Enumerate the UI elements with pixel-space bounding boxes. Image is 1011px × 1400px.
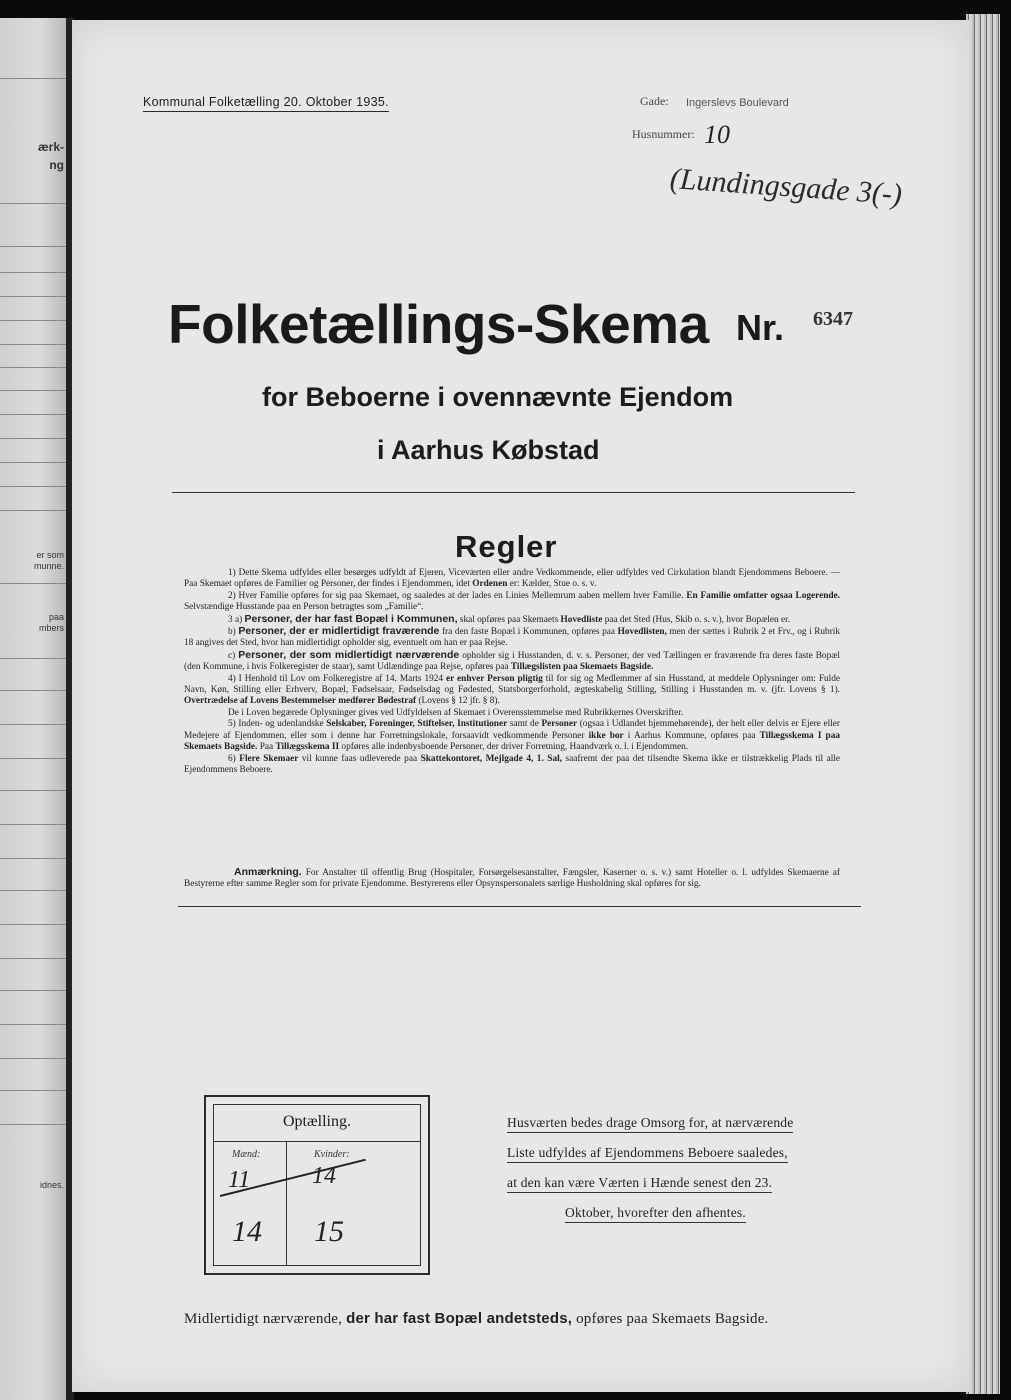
tally-divider	[214, 1141, 420, 1142]
tally-men-count: 14	[232, 1215, 262, 1248]
rule-5: 5) Inden- og udenlandske Selskaber, Foreninger, Stiftelser, Institutioner samt de Personer (ogsaa i Udlandet hjemmehørende), der helt eller delvis er Ejere eller Medejere af Ejendommen, eller som i denne har Forretningslokale, forsaavidt vedkommende Personer ikke bor i Aarhus Kommune, opføres paa Tillægsskema I paa Skemaets Bagside. Paa Tillægsskema II opføres alle indenbysboende Personer, der driver Forretning, Haandværk o. l. i Ejendommen.	[184, 719, 841, 753]
tally-women-struck: 14	[312, 1163, 336, 1189]
tally-women-count: 15	[314, 1215, 344, 1248]
rule-2: 2) Hver Familie opføres for sig paa Skemaet, og saaledes at der lades en Linies Mellemrum aaben mellem hver Familie. En Familie omfatter ogsaa Logerende. Selvstændige Husstande paa en Person betragtes som „Familie“.	[184, 590, 840, 613]
tally-box	[204, 1095, 430, 1275]
host-notice-line-2: Liste udfyldes af Ejendommens Beboere saaledes,	[507, 1145, 788, 1163]
rule-3a: 3 a) Personer, der har fast Bopæl i Kommunen, skal opføres paa Skemaets Hovedliste paa det Sted (Hus, Skib o. s. v.), hvor Bopælen er.	[228, 612, 791, 625]
subtitle-city: i Aarhus Købstad	[377, 435, 600, 465]
form-number-label: Nr.	[736, 307, 785, 348]
left-facing-page	[0, 18, 66, 1400]
street-label: Gade:	[640, 94, 669, 108]
census-form-page	[72, 20, 970, 1392]
house-number-value: 10	[704, 120, 730, 149]
host-notice-line-3: at den kan være Værten i Hænde senest den 23.	[507, 1175, 772, 1193]
rules-heading: Regler	[455, 529, 558, 564]
remark-body: For Anstalter til offentlig Brug (Hospitaler, Forsørgelsesanstalter, Fængsler, Kaserner o. s. v.) samt Hoteller o. l. udfyldes Skemaerne af Bestyrerne efter samme Regler som for private Ejendomme. Bestyrerens eller Opsynspersonalets særlige Husholdning skal opføres for sig.	[184, 868, 841, 890]
house-number-label: Husnummer:	[632, 127, 695, 141]
rule-4b: De i Loven begærede Oplysninger gives ved Udfyldelsen af Skemaet i Overensstemmelse med Rubrikkernes Overskrifter.	[228, 707, 684, 718]
page-edges	[966, 14, 1000, 1394]
left-fragment: mbers	[38, 623, 64, 633]
rule-4: 4) I Henhold til Lov om Folkeregistre af 14. Marts 1924 er enhver Person pligtig til for sig og Medlemmer af sin Husstand, at meddele Oplysninger om: Fulde Navn, Køn, Stilling eller Erhverv, Bopæl, Fødselsaar, Fødselsdag og Fødested, Statsborgerforhold, ægteskabelig Stilling, Stilling i Husstanden m. v. (jfr. Lovens § 1). Overtrædelse af Lovens Bestemmelser medfører Bødestraf (Lovens § 12 jfr. § 8).	[184, 673, 841, 707]
left-fragment: ng	[49, 158, 64, 172]
left-fragment: munne.	[33, 561, 64, 571]
rule-6: 6) Flere Skemaer vil kunne faas udleverede paa Skattekontoret, Mejlgade 4, 1. Sal, saafremt der paa det tilsendte Skema ikke er tilstrækkelig Plads til alle Ejendommens Beboere.	[184, 753, 841, 775]
tally-men-header: Mænd:	[232, 1149, 261, 1160]
left-fragment: idnes.	[39, 1180, 64, 1190]
form-title: Folketællings-Skema	[168, 293, 709, 355]
handwritten-note: (Lundingsgade 3(-)	[668, 162, 904, 212]
tally-column-divider	[286, 1141, 287, 1265]
tally-women-header: Kvinder:	[314, 1149, 350, 1160]
tally-inner-frame	[213, 1104, 421, 1266]
census-header: Kommunal Folketælling 20. Oktober 1935.	[143, 95, 389, 112]
tally-men-struck: 11	[228, 1167, 251, 1193]
tally-title: Optælling.	[282, 1113, 351, 1130]
form-number-value: 6347	[813, 308, 853, 330]
remark-heading: Anmærkning.	[234, 866, 302, 878]
left-fragment: paa	[48, 612, 64, 622]
footer-note: Midlertidigt nærværende, der har fast Bopæl andetsteds, opføres paa Skemaets Bagside.	[184, 1310, 769, 1327]
divider	[172, 492, 855, 493]
host-notice-line-1: Husværten bedes drage Omsorg for, at nærværende	[507, 1115, 793, 1133]
left-fragment: ærk-	[37, 140, 64, 154]
subtitle-residents: for Beboerne i ovennævnte Ejendom	[262, 382, 734, 412]
host-notice-line-4: Oktober, hvorefter den afhentes.	[565, 1205, 746, 1223]
rule-1: 1) Dette Skema udfyldes eller besørges udfyldt af Ejeren, Viceværten eller andre Vedkommende, eller udfyldes ved Cirkulation blandt Ejendommens Beboere. — Paa Skemaet opføres de Familier og Personer, der findes i Ejendommen, idet Ordenen er: Kælder, Stue o. s. v.	[184, 568, 840, 590]
street-value: Ingerslevs Boulevard	[686, 97, 789, 109]
left-fragment: er som	[36, 550, 64, 560]
rule-3b: b) Personer, der er midlertidigt fraværende fra den faste Bopæl i Kommunen, opføres paa Hovedlisten, men der sættes i Rubrik 2 et Frv., og i Rubrik 18 angives det Sted, hvor han midlertidigt opholder sig, eventuelt om han er paa Rejse.	[184, 625, 841, 649]
rules-text	[184, 568, 840, 776]
rule-3c: c) Personer, der som midlertidigt nærværende opholder sig i Husstanden, d. v. s. Personer, der ved Tællingen er fraværende fra deres faste Bopæl (den Kommune, i hvis Folkeregister de staar), samt Udlændinge paa Rejse, opføres paa Tillægslisten paa Skemaets Bagside.	[184, 648, 841, 673]
divider	[178, 906, 861, 907]
remark-text	[184, 867, 840, 891]
